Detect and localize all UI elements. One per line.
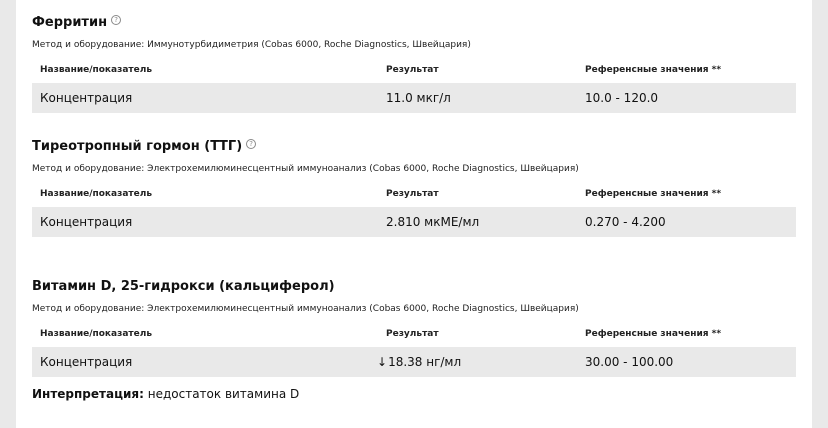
row-name: Концентрация (40, 355, 133, 369)
column-header-result: Результат (386, 329, 439, 339)
test-section-vitamin-d (32, 279, 796, 377)
row-name: Концентрация (40, 91, 133, 105)
test-section-tsh (32, 139, 796, 237)
interpretation (32, 387, 299, 401)
table-row (32, 83, 796, 113)
row-result: 2.810 мкМЕ/мл (386, 215, 480, 229)
test-title (32, 15, 796, 31)
column-header-reference: Референсные значения ** (585, 329, 722, 339)
method-text: Метод и оборудование: Электрохемилюминесцентный иммуноанализ (Cobas 6000, Roche Diagnostics, Швейцария) (32, 304, 579, 314)
table-header (32, 329, 796, 341)
column-header-result: Результат (386, 189, 439, 199)
column-header-name: Название/показатель (40, 65, 153, 75)
question-circle-icon[interactable]: ? (111, 15, 121, 25)
interpretation-text: недостаток витамина D (147, 387, 300, 401)
table-row (32, 207, 796, 237)
column-header-name: Название/показатель (40, 329, 153, 339)
table-row (32, 347, 796, 377)
row-reference: 30.00 - 100.00 (585, 355, 674, 369)
question-circle-icon[interactable]: ? (246, 139, 256, 149)
test-section-ferritin (32, 15, 796, 113)
test-title (32, 279, 796, 295)
column-header-result: Результат (386, 65, 439, 75)
interpretation-label: Интерпретация: (32, 387, 144, 401)
row-reference: 10.0 - 120.0 (585, 91, 659, 105)
row-name: Концентрация (40, 215, 133, 229)
arrow-down-icon: ↓ (377, 355, 388, 369)
column-header-name: Название/показатель (40, 189, 153, 199)
table-header (32, 65, 796, 77)
method-text: Метод и оборудование: Иммунотурбидиметрия (Cobas 6000, Roche Diagnostics, Швейцария) (32, 40, 471, 50)
method-text: Метод и оборудование: Электрохемилюминесцентный иммуноанализ (Cobas 6000, Roche Diagnostics, Швейцария) (32, 164, 579, 174)
column-header-reference: Референсные значения ** (585, 65, 722, 75)
test-title-text: Тиреотропный гормон (ТТГ) (32, 139, 243, 154)
column-header-reference: Референсные значения ** (585, 189, 722, 199)
row-result: 11.0 мкг/л (386, 91, 451, 105)
row-result-value: 18.38 нг/мл (388, 355, 462, 369)
row-result (377, 355, 461, 369)
results-page (16, 0, 812, 428)
test-title-text: Витамин D, 25-гидрокси (кальциферол) (32, 279, 335, 294)
test-title (32, 139, 796, 155)
row-reference: 0.270 - 4.200 (585, 215, 666, 229)
table-header (32, 189, 796, 201)
test-title-text: Ферритин (32, 15, 108, 30)
